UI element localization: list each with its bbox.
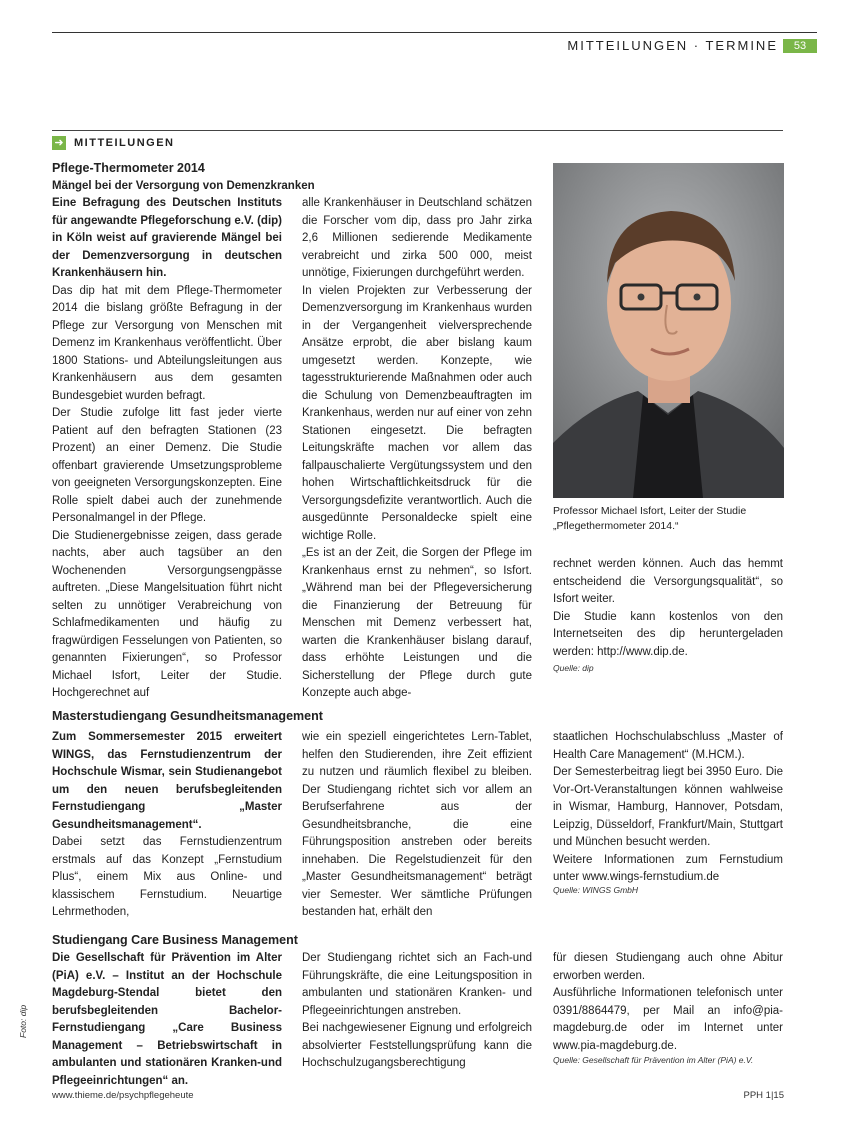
section-label: MITTEILUNGEN (74, 137, 175, 149)
article-title: Masterstudiengang Gesundheitsmanagement (52, 709, 323, 723)
photo-credit: Foto: dip (18, 1004, 28, 1038)
article-column (553, 556, 783, 661)
paragraph: Dabei setzt das Fernstudienzentrum erstmals auf das Konzept „Fernstudium Plus“, einem Mix aus Online- und klassischem Fernstudium. Neuartige Lehrmethoden, (52, 836, 282, 918)
portrait-photo (553, 163, 784, 498)
lead-paragraph: Die Gesellschaft für Prävention im Alter (PiA) e.V. – Institut an der Hochschule Magdeburg-Stendal bietet den berufsbegleitenden Bachelor-Fernstudiengang „Care Business Management – Betriebswirtschaft in ambulanten und stationären Kranken-und Pflegeeinrichtungen“ an. (52, 952, 282, 1087)
footer-url: www.thieme.de/psychpflegeheute (52, 1090, 194, 1101)
paragraph: Ausführliche Informationen telefonisch unter 0391/8864479, per Mail an info@pia-magdeburg.de oder im Internet unter www.pia-magdeburg.de. (553, 987, 783, 1052)
paragraph: Der Semesterbeitrag liegt bei 3950 Euro. Die Vor-Ort-Veranstaltungen können wahlweise in Wismar, Hamburg, Hannover, Potsdam, Leipzig, Düsseldorf, Frankfurt/Main, Stuttgart und München besucht werden. (553, 766, 783, 848)
article-column (52, 195, 282, 703)
source-note: Quelle: Gesellschaft für Prävention im Alter (PiA) e.V. (553, 1055, 754, 1065)
article-column (302, 195, 532, 703)
paragraph: „Es ist an der Zeit, die Sorgen der Pflege im Krankenhaus ernst zu nehmen“, so Isfort. „Während man bei der Pflegeversicherung die Finanzierung der Betreuung für Menschen mit Demenz verbessert hat, warten die Krankenhäuser bislang darauf, dass erhöhte Leistungen und die Sicherstellung der Pflege durch gute Konzepte auch abge- (302, 547, 532, 699)
article-subtitle: Mängel bei der Versorgung von Demenzkranken (52, 180, 315, 192)
article-title: Pflege-Thermometer 2014 (52, 161, 205, 175)
paragraph: Der Studie zufolge litt fast jeder vierte Patient auf den befragten Stationen (23 Prozent) an einer Demenz. Die Studie offenbart gravierende Umsetzungsprobleme von geeigneten Versorgungskonzepten. Eine Rolle spielt dabei auch der zunehmende Personalmangel in der Pflege. (52, 407, 282, 524)
paragraph: wie ein speziell eingerichtetes Lern-Tablet, helfen den Studierenden, ihre Zeit effizient zu nutzen und räumlich flexibel zu bleiben. Der Studiengang richtet sich vor allem an Berufserfahrene aus der Gesundheitsbranche, die eine Führungsposition anstreben oder bereits innehaben. Die Regelstudienzeit für den „Master Gesundheitsmanagement“ beträgt vier Semester. Wer sämtliche Prüfungen bestanden hat, erhält den (302, 731, 532, 918)
paragraph: Das dip hat mit dem Pflege-Thermometer 2014 die bislang größte Befragung in der Pflege zur Versorgung von Menschen mit Demenz im Krankenhaus veröffentlicht. Über 1800 Stations- und Abteilungsleitungen aus Krankenhäusern aus dem gesamten Bundesgebiet wurden befragt. (52, 284, 282, 402)
paragraph: Weitere Informationen zum Fernstudium unter www.wings-fernstudium.de (553, 853, 783, 883)
paragraph: Bei nachgewiesener Eignung und erfolgreich absolvierter Feststellungsprüfung kann die Hochschulzugangsberechtigung (302, 1022, 532, 1069)
paragraph: Die Studienergebnisse zeigen, dass gerade nachts, aber auch tagsüber an den Wochenenden Versorgungsengpässe auftreten. „Diese Mangelsituation führt nicht selten zu unnötiger Verabreichung von Schlafmedikamenten und häufig zu fragwürdigen Fesselungen von Patienten, so genannten Fixierungen“, so Professor Michael Isfort, Leiter der Studie. Hochgerechnet auf (52, 529, 282, 699)
paragraph: rechnet werden können. Auch das hemmt entscheidend die Versorgungsqualität“, so Isfort weiter. (553, 558, 783, 605)
portrait-illustration (553, 163, 784, 498)
article-column (52, 950, 282, 1090)
paragraph: für diesen Studiengang auch ohne Abitur erworben werden. (553, 952, 783, 982)
source-note: Quelle: dip (553, 663, 594, 673)
article-column (553, 729, 783, 887)
lead-paragraph: Zum Sommersemester 2015 erweitert WINGS, das Fernstudienzentrum der Hochschule Wismar, sein Studienangebot um den neuen berufsbegleitenden Fernstudiengang „Master Gesundheitsmanagement“. (52, 731, 282, 831)
header-rule (52, 32, 817, 33)
photo-caption: Professor Michael Isfort, Leiter der Studie „Pflegethermometer 2014.“ (553, 505, 747, 532)
footer-issue: PPH 1|15 (743, 1090, 784, 1101)
article-title: Studiengang Care Business Management (52, 933, 298, 947)
lead-paragraph: Eine Befragung des Deutschen Instituts für angewandte Pflegeforschung e.V. (dip) in Köln weist auf gravierende Mängel bei der Demenzversorgung in deutschen Krankenhäusern hin. (52, 197, 282, 279)
paragraph: alle Krankenhäuser in Deutschland schätzen die Forscher vom dip, dass pro Jahr zirka 2,6 Millionen sedierende Medikamente verabreicht und zirka 500 000, meist unnötige, Fixierungen durchgeführt werden. (302, 197, 532, 279)
paragraph: staatlichen Hochschulabschluss „Master of Health Care Management“ (M.HCM.). (553, 731, 783, 761)
article-column (302, 729, 532, 922)
section-heading (52, 136, 175, 150)
paragraph: In vielen Projekten zur Verbesserung der Demenzversorgung im Krankenhaus wurden in der Vergangenheit vielversprechende Ansätze erprobt, die aber bislang kaum umgesetzt werden. Konzepte, wie tagesstrukturierende Maßnahmen oder auch die Schulung von Demenzbeauftragten im Krankenhaus, werden nur auf einer von zehn Stationen eingesetzt. Die befragten Leitungskräfte machen vor allem das fallpauschalierte Vergütungssystem und den hohen Wirtschaftlichkeitsdruck für die Versorgungsdefizite verantwortlich. Auch die ausgedünnte Personaldecke spielt eine wichtige Rolle. (302, 284, 532, 542)
running-header: MITTEILUNGEN · TERMINE (567, 38, 778, 53)
article-column (302, 950, 532, 1073)
source-note: Quelle: WINGS GmbH (553, 885, 639, 895)
paragraph: Der Studiengang richtet sich an Fach-und Führungskräfte, die eine Leitungsposition in ambulanten und stationären Kranken- und Pflegeeinrichtungen anstreben. (302, 952, 532, 1017)
article-column (52, 729, 282, 922)
arrow-right-icon: ➜ (52, 136, 66, 150)
page-number: 53 (783, 39, 817, 53)
section-rule (52, 130, 783, 131)
article-column (553, 950, 783, 1055)
paragraph: Die Studie kann kostenlos von den Internetseiten des dip heruntergeladen werden: http://www.dip.de. (553, 610, 783, 658)
